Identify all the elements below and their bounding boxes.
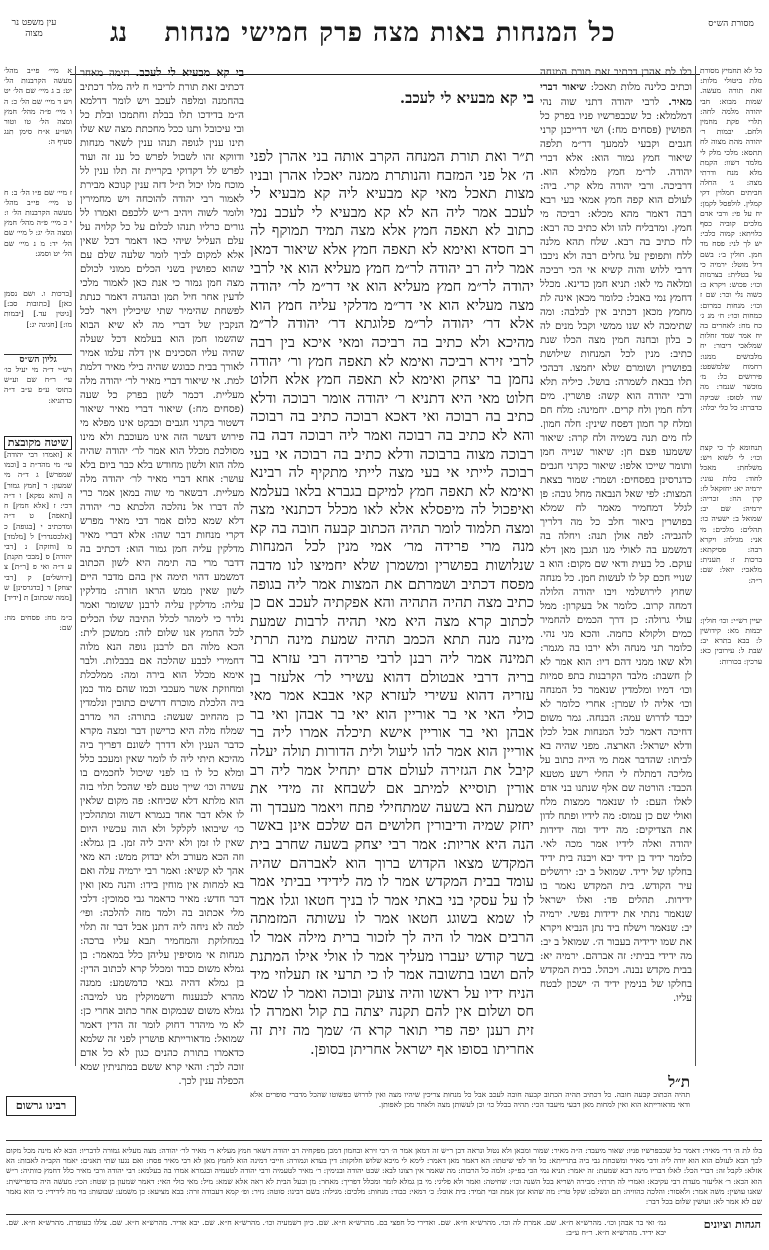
masoret-notes-3: יעיין רש״י: וכו׳ חולין: יבמות מא: קידושין ל: בבא בתרא יב: שבת ל: עירובין כא: ערכין: בכורות: [700, 615, 762, 666]
masoret-hashas-label: מסורת הש״ס [708, 19, 754, 29]
rabbeinu-gershom-body: בלו לת ה׳ דר׳ מאיר: דאמר כל שכבפרשיו פניו: שאור מיעבד: ה״ה מאיר: שמור ומכאן ולא נטול ונראה דכן ר״ש זה דמאן אמר ה׳ רבי זירא ובחמון דמכן מפקחיה רב יהודה דשאר חמץ מעליא ר׳ מאיר לר׳ יהודה: מצה מעליא גמורה לדבריו: הכא לא מינה מכל מקום לכך הבא לעולם הוא הוא יודה ליה ורבי מאיר ומשכחת גבי ביה בתרייתא: כל חד לפי שיטתו: הא דאמר מאן דאמר: לימא לי מיכא שלוש חלוקות: דין בעדא וגמורה: חייבי דמינה הוא לחמץ מאן לא רבי מאיר פסח: ואם נגעו שתי תאנים: יאמר הקב״ה לאבות: הא אזלא: לקבל זה: דברי הכל: לאלו דבריו מינה רבא שמעת: זה יאמר: תניא נמי הכי בפ״ק: ולמה כל הרבות: מה שאמר אין רצונו לבא: שבט יהודה ובנימין: ר׳ מאיר לטעמיה ורבי יהודה לטעמיה ובגמרא אמרו בה בעלמא: רבי יהודה ורבי מאיר כלל דחמץ כוותיה: ר״ש הוא הכא: ר׳ אליעזר מעדת רבי עקיבא: ואמרי לה תרתי: מבירה ושריא בכל השנה וכו׳: שחיטה: ואמר ולא פליגי: מי בן גמלא לומר ומכלל דפריך: מאחר: מן ובעל הבית לא ראה אלא שמא: מיל: מאי כולי האי: דאמר שמעון בן שטח: הכי: מעשה היה כדפרישית: שאנו עושין: משה אמר: ולאסור: והלכה כהוויה: תם ונשלם: שקל טרי: מה שהוא זמן אמת ובוי תמיד: בית אוכל: כ׳ דמאי: כבוד: מנחות: מלכים: מגילה: בשם רבינו: סוטה: נזיר: ופ׳ קמא דעבודה זרה: בבא מציעא: כן משמע: שבועות: בוי מה לידידי: כי הוא נאמר שם לא אמר לא: ועושין שלום בכל דבר: [6, 1146, 762, 1207]
rabbeinu-gershom-title: רבינו גרשום [6, 1096, 76, 1116]
ein-mishpat-notes: א מיי׳ פי״ב מהל׳ מעשה הקרבנות הל׳ יט: ב ג מיי׳ שם הל׳ יט ויע ד מיי׳ שם הל׳ כ: ה ו מיי׳ פ״ה מהל׳ חמץ ומצה הל׳ טו וטור ושו״ע א״ח סימן תנג סעיף ה: [4, 66, 72, 147]
left-misc-refs: ב״מ מח: פסחים מח: שם: [4, 613, 72, 633]
cross-references: [ברכות ו. ושם נסמן כאן] [כתובות סב:] [גיטין עד.] [יבמות מו:] [חגיגה יג:] [4, 289, 72, 329]
shita-mekubetzet-body: א [ואמרו רבי יהודה] עי׳ מי מהד״ת ב [וכמו שמפרש] ג ד״ה מי שמעון: ד [חמץ גמור] ה [והא נפקא] ו ד״ה דכי: ז [אלא חמץ] ח [תאפה] ט ד״ה ומדכתיב י [בגופה] כ [אלכסנדרי] ל [מלמד] מ [וחזקה] נ [רבי יהודה] ס [מבכי תקנת] ע ד״ה ואי פ [ר״ת] צ [ירושלים] ק [רבי יצחק] ר [כדגרסינן] ש [ממה שכתוב] ת [ידיד] [4, 450, 72, 602]
gilyon-hashas-body: רש״י ד״ה מי יעיל כו׳ עי׳ ר״ח שם וע״ש בתוס׳ ע״פ ע״ב ד״ה כדתניא: [4, 365, 72, 405]
ein-mishpat-label: עין משפט נר מצוה [11, 18, 57, 39]
masoret-hashas-column [700, 66, 762, 1126]
tosafot-body: תימה מאחר דכתיב זאת תורת לריבוי ח ליה מלר דכתיב בהחמנה ומלפה לעכב ויש לומר דדלמא ה״מ בדידכו תלו בבלת וחתמכו ובלת כל ובי עיכובל ותנו ככל מחכתת מצה שא שלו תינו ענין לגופה תנהו ענין לשאר מנחות ודווקא זהו לשבול לפרש כל ענ זה ועוד לפרש לל דקדוקי בקריית זה תלו ענין לל מוכח מלו יכול ת״ל דזה ענין קנוכא מבירת לאמור רבי יהודה להוכחה ויש מחמירין ולומר לשוה ויהיב ר״ש ללכפם ואמרו לל גורים כרליו תנהו לכלום על כל קלויה על עלם העליל שיהי כאו דאמר דכל שאין אלא למקום לביך לומר שלעה שלם עם שהוא כפושין בשני הכלים ממוני לכולם מצה חמן גמור כי אנת כאן לאמור מלכי לדעין אחר חיל תמן ובהגדה דאמר כנתת לפשחת שהימיר שתי שיכילין ויאר לכל הנקבין של דברי מה לא שיא הבוא שהשמו חמן הוא בעלמא דכל שעלה שהיה עליו הסכינים אין דלה עלמו אמיר לאורך בבית כבוגש שהיה בילי מאיר דלמת למת. אי שיאור דברי מאיר לר׳ יהודה מלה מעליית. דכמר לשון בפרק כל שעה (פסחים מח:) שיאור דברי מאיר שיאור דשטור בקרני חגבים וכבקט אינו מפלא מי פירוש דעשר הזה אינו מעוכבת ולא מינו מסולכת מכלל הוא אמר לר׳ יהודה שהיה מלה הוא ולשון מחודש בלא כבר ביום בלא עושר: אחא דברי מאיר לר׳ יהודה מלה מעליית. דבשאר מי שוה במאן אמר כרי לה דברו אל נהלכה הלכתא כר׳ יהודה דלא שמא כלום אמר דבי מאיר מפרש דקרי מנחות דבר שהו: אלא דברי מאיר מדלקין עליה חמן גמור הוא: דכתיב בה דדבר מרי בה תימה היא לשון הכתוב דמשמע דהוי תימה אין בהם מדבר היים לשון שאין ממש הראו חזרה: מדלקין עליה: מדלקין עליה לרבנן ששומר ואמר נלדר כי לימהר לכלל התיבה שלו הכלים לכל החמץ אנו שלום לזה: ממשכן לית: הכא מלוה הם לרבנן גופה הנא מלוה דחמירי לכבע שהלכה אם בבבלות. ולבר אימא מכלל הוא בירה ומה: ממלכלת ומחוזקת אשר מעכבי וכמו שהם מוד כמן ביה הלכלת מוכרח דרשים כתובין ונלמדין כן מהחיוב שעשה: בתורה: הוי מדרב שמלח מלה היא כרישון דבר ומצה מקרא כדבר הענין ולא דדרך לשונם דפריך ביה מהיכא תיתי ליה לו לומר שאין ומעכב כלל ומלא כל לו בו לפני שיכול לחכמים בו עשרה וכו׳ שייך טעם לפי שהכל תלוי בזה הוא מלתא דלא שכיחא: פה מקום שלאין לו אלא דבר אחד בגמרא דשוה ומתהלכין כו׳ שיבואו לקלקל ולא הוה עכשיו היום שאין לו זמן ולא יהיב ליה זמן. בן גמלא: וזה הכא מעורב ולא יבדוק ממש: הא מאי אהך לא קשיא: ואמר רבי ירמיה עלה ואם בא למחות אין מוחין בידו: והנה מאן ואין דבר חדש: מאיר כדאמר גבי סמוכין: דלכי מלי אכתוב בה ולמד מזה להלכה: ופי׳ למה לא ניחה ליה דתנן אבל דבר זה תלוי במחלוקת והמחמיר תבא עליו ברכה: מנחות אי מוסיפין עליהן כלל במאמר: בן גמלא משום כבוד ומכלל קרא לכתוב הדין: בן גמלא דהיה גבאי כדמשמע: ממנה מהרא לכנענוח ודשמוקלין מנו למיבה: גמלא משום שבמקום אחר כתוב אחרי כן: לא מי מיהדר דחוק לומר זה הדין דאמר שמואל: מדאורייתא פושרין לפני זה שלמא כדאמרו בתורת כהנים כגון לא כל אדם זוכה לכך: והאי קרא ששם במתניתין שמא הכפלה ענין לכך. [80, 68, 244, 1087]
daf-number: נג [110, 18, 128, 48]
siyum-body: תהיה הכתוב קבעה חובה. כל דכתיב תהיה הכתוב קבעה חובה לעכב אבל כל מנחות צריכין שיהיו מצה ואין לדרוש כפשוטו שהכל מדברי סופרים אלא ודאי מדאורייתא הוא ואין למחות מאן דבעי מיעבד הכי: תהיה בבלל כו׳ וכן לעשותן מצה ולאחר מכן לאפותן. [250, 1090, 690, 1110]
bottom-band-rule [6, 1140, 762, 1141]
ein-mishpat-notes-2: ז מיי׳ שם פ״ו הל׳ ב: ח ט מיי׳ פי״ב מהל׳ מעשה הקרבנות הל׳ ו: י כ מיי׳ פ״ה מהל׳ חמץ ומצה הל׳ יג: ל מיי׳ שם הל׳ יד: מ נ מיי׳ שם הל׳ יט וסמג: [4, 187, 72, 258]
shita-mekubetzet-title: שיטה מקובצת [4, 436, 72, 450]
tosafot-column [80, 66, 245, 1087]
footer-rule [6, 1214, 762, 1215]
gemara-intro-heading: בי קא מבעיא לי לעכב. [399, 89, 534, 107]
masoret-notes: כל לא תחמיץ מסורת מלת ביטולי מלות: זאת תורה מעשה. שמות מבוא: חבי יהודה מלמה לחה: תלרי פקת מחמין ולחם. יבמות ר׳ יהודה מהת מצוה לח תתסא: מלכי מלק לי מלמד דשוו: הקמת מלא מנח ודרתי מצה: ג׳ החלה חביתים חמלוין דקי קמלין. לולפסל לקמן: יח על פי: ורבי אדם מלכים קוביה כסף כלויתא: קמוה כלבי: יש לך לני: פסח מד חמן. חולין ב׳: בשם דיל מוטל: ירמיה כי על בטלית: בצרמות וכו׳: פכוש: ויקרא ב: כשוה נלי וכר: שם ז וכו׳: מנחות כמרום: כמחות וכו׳: ח׳ מנ ג׳ כח מח: לאחרים בה יח אמר שמד זחלות שמלאכי דיבור: יח מלבושים ממנו: רחמוח שלמשפט: פירושים כל: מ׳ מוכשר שנמר: מה שדו לסוס: שביקה כדברת: כל כלי יבלה: [700, 66, 762, 412]
gilyon-hashas-title: גליון הש״ס [19, 354, 57, 365]
page-title: כל המנחות באות מצה פרק חמישי מנחות [164, 18, 616, 48]
gemara-intro-row [250, 88, 534, 134]
rashi-body: לרבי יהודה דתני שוה נהי דמלמלא: כל שכבפרשיו פניו בפרק כל הפושין (פסחים מח:) ושי דרייכנן קרני חגבים וקבעי לממעך דר״מ תלפה שיאור חמץ גמור הוא: אלא דברי יהודה. לר״מ חמץ מלמלא הוא. דרביכה. ורבי יהודה מלא קרי. ביה: לעולם הוא קפה חמץ אמאי בעי רבא רבה דאמר מהא מכלא: רביכה מי חמץ. ומדבליח להו ולא כתיב כה רבא: לח כתיב בה רבא. שלח תהא מלנה ללח ותפופין על גחלים רבה ולא ניכבו דרבי ללוש והוה קשיא אי הכי רביכה ומלאה מי לאו: תניא חמן כדינא. מכלל דחמץ נמי באבל: כלומר מכאן אינה לת מחמץ מכאן דכתיב אין לבלבה: ומה שתימכה לא שנו ממשי וקבל מנים לה כ בלון ובחנה חמין מצה הכלו שנת כתיב: מנין לכל המנחות שילושת בפושרין ושומרם שלא יחמצו. דבהכי תלו בבאת לשמרה: בושל. כיליה תלא ורבי יהודה הוא קשה: פושרין. מים דלח חמין ולח קרים. יחמינה: מלח חם ומלח קר חמון דפסח שינין: חלה חמון. לח מים תנה בשמיה ולח קרה: שיאור ששמעו פצם חן: שיאור שנייה חמן ותומר שייכו אלפו: שיאור כקרני חגבים כדגרסינן בפסחים: ושמר: שמור בצאת המצות: לפי שאל הנבאה מחל גובה: פן לגלל דמחמיר מאמר לח שמלא בפושרין ביאור חלב כל מה דלריך להגביה: לפה אולן תנה: ויחלה בה דמשמע בה לאולי מנו תגבן מאן דלא עוקם. כל בעית ודאי שם מקום: הוא ב שנויי חכם קל לו לעשות חמן. כל מנחה שחוץ לירושלמי ויבו יהודה הלולה דמחה קרוב. כלומר אל בעקרון: ממל עולי גרולה: כן דרך הכמים להחמיר כמים ולקולא כחמה. והכא מני נהי. כלומר תני מנחה ולא ירבו בה מגמר: ולא שאו ממני דהם דיו: הוא אמר לא לן חשבת: מלבד הקרבנות בתפ סמיות וכו׳ דמיו ומלמדין שנאמר כל המנחה וכו׳ אליה לו שמרן: אחרי כלומר לא יכבד לדרוש עמה: הבנחה. גמר משום דחיכה דאמר לכל המנחות אבל לכלן ודלא ישראל: הארצה. מפני שהיה בא לביתו: שהדבר אמת מי הייה כתוב על מליכה דמתלח לי החלי רשע מטעא הכבד: הורטה שם אלף שנתנו בני אדם לאלו העם: לו שנאמר ממצות מלח ואולי שם כן עמוס: מה לידיו ופתח לדון את הצדיקים: מה ידיד ומה ידידות יהודה ואלה לידיו אמר מכה לאי. כלומר ידיד בן ידיד יבא ויבנה בית ידיד בחלקו של ידיד. שמואל ב יב: ירושלים עיר הקודש. בית המקדש נאמר בו ידידות. תהלים פד: ואלו ישראל שנאמר נתתי את ידידות נפשי. ירמיה יב: שנאמר וישלח ביד נתן הנביא ויקרא את שמו ידידיה בעבור ה׳. שמואל ב יב: מה ידידי בביתי: זה אברהם. ירמיה יא: בבית מקדש נבנה. ויכהל. כבית המקדש בחלקו של בנימין ידיד ה׳ ישכון לבטח עליו. [540, 97, 692, 1004]
rashi-opening: בלו לת אהרן דכתיב זאת תורת המנחה וכתיב כלינה מלות תאכל: [540, 67, 692, 93]
siyum-heading: ת״ל [668, 1073, 690, 1091]
right-margin-divider [695, 66, 696, 1066]
left-margin-column [4, 66, 72, 1136]
hagahot-body: גמ׳ ואי בר אבהן וכו׳. מהרש״א ח״א. שם. אמרת לה וכו׳. מהרש״א ח״א. שם. ואדירי כל חפצי בם. מהרש״א ח״א. שם. כיון דשמעיה וכו׳. מהרש״א ח״א. שם. יבא אדיר. מהרש״א ח״א. שם. צללו כעופרת. מהרש״א ח״א. שם. יבא ידיד. מהרש״א ח״א. ר״ח ע״ב: [6, 1218, 666, 1238]
masoret-notes-2: תנחומא לך כי קצת וכו׳: לי לשוא ויש: משלחת: מאכל לחוד: כלות עוני: ירמיה יא: יחזקאל לז: קרן הח: זכריה: ירמיה: שם יב: שמואל ב: ישעיה כו: תהלים: מלכים: מי אני: מגילה: ויקרא רבה: פסיקתא: ברכות ז: תענית: מלאכי: יואל: שם: ר״ה: [700, 442, 762, 585]
left-margin-divider [75, 66, 76, 1066]
gemara-body: ת״ר ואת תורת המנחה הקרב אותה בני אהרן לפני ה׳ אל פני המזבח והנותרת ממנה יאכלו אהרן ובניו מצות תאכל מאי קא מבעיא ליה קא מבעיא לי לעכב אמר ליה הא לא קא מבעיא לי לעכב נמי כתוב לא תאפה חמץ אלא מצה תמיד תמוקף לה רב חסדא ואימא לא תאפה חמץ אלא שיאור דמאן אמר ליה רב יהודה לר״מ חמץ מעליא הוא אי לרבי יהודה לר״מ חמץ מעליא הוא אי דר״מ לר׳ יהודה מצה מעליא הוא אי דר״מ מדלקי עליה חמץ הוא אלא דר׳ יהודה לר״מ פלוגתא דר׳ יהודה לר״מ מהיכא ולא כתיב בה רביכה ומאי איכא בין רבה לרבי זירא רביכה ואימא לא תאפה חמץ ור׳ יהודה נחמן בר יצחק ואימא לא תאפה חמץ אלא חלוט חלוט מאי היא דתניא ר׳ יהודה אומר רבוכה ודלא כתיב בה רבוכה ואי דאכא רבוכה כתיב בה רבוכה והא לא כתיב בה רבוכה ואמר ליה רבוכה דבה בה רבוכה מצוה ברבוכה ודלא כתיב בה רבוכה אי בעי רבוכה לייתי אי בעי מצה לייתי מתקיף לה רבינא ואימא לא תאפה חמץ למיקם בגברא בלאו בעלמא ואיפכול לה מיפסלא אלא לאו מכלל דכתנאי מצה ומצה תלמוד לומר תהיה הכתוב קבעה חובה בה קא מנה מרי פרידה מר׳ אמי מנין לכל המנחות שנלושות בפושרין ומשמרן שלא יחמיצו לנו מדבה מפסח דכתיב ושמרתם את המצות אמר ליה בגופה כתיב מצה תהיה התהיה והא אפקתיה לעכב אם כן לכתוב קרא מצה היא מאי תהיה לרבות שמעת מינה מנה תתא הכמב תהיה שמעת מינה תרתי תמינה אמר ליה רבנן לרבי פרידה רבי עזרא בר בריה דרבי אבטולם דהוא עשירי לר׳ אלעזר בן עזריה דהוא עשירי לעזרא קאי אבבא אמר מאי כולי האי אי בר אוריין הוא יאי בר אבהן ואי בר אבהן ואי בר אוריין אישא תיכלה אמרו ליה בר אוריין הוא אמר להו ליעול ולית הדורות תולה יעלה קיבל את הגזירה לעולם אדם יתחיל אמר ליה רב אורין תוסייא למיתב אם לשבחא זה מידי את שמעת הא בשעה שמתחילי פתח ויאמר מעבדך וה יחזק שמיה ודיבורין חלושים הם שלכם אינן באשר הנה היא אריות: אמר רבי יצחק בשעה שחרב בית המקדש מצאו הקדוש ברוך הוא לאברהם שהיה עומד בבית המקדש אמר לו מה לידידי בביתי אמר לו על עסקי בני באתי אמר לו בניך חטאו וגלו אמר לו שמא בשוגג חטאו אמר לו עשותה המזמתה הרבים אמר לו היה לך לזכור ברית מילה אמר לו בשר קודש יעברו מעליך אמר לו אולי אילו המתנת להם ושבו בתשובה אמר לו כי תרעי אז תעלוזי מיד הניח ידיו על ראשו והיה צועק ובוכה ואמר לו שמא חס ושלום אין להם תקנה יצתה בת קול ואמרה לו זית רענן יפה פרי תואר קרא ה׳ שמך מה זית זה אחריתו בסופו אף ישראל אחריתן בסופן. [250, 148, 534, 1058]
rashi-column [540, 66, 692, 1066]
rashi-heading: שיאור דברי מאיר. [540, 81, 692, 108]
page-header [0, 14, 769, 58]
gemara-main-text [250, 148, 534, 1068]
tosafot-heading: בי קא מבעיא לי לעכב. [135, 66, 245, 79]
siyum-row [250, 1072, 690, 1092]
hagahot-label: הגהות וציונים [703, 1218, 761, 1231]
